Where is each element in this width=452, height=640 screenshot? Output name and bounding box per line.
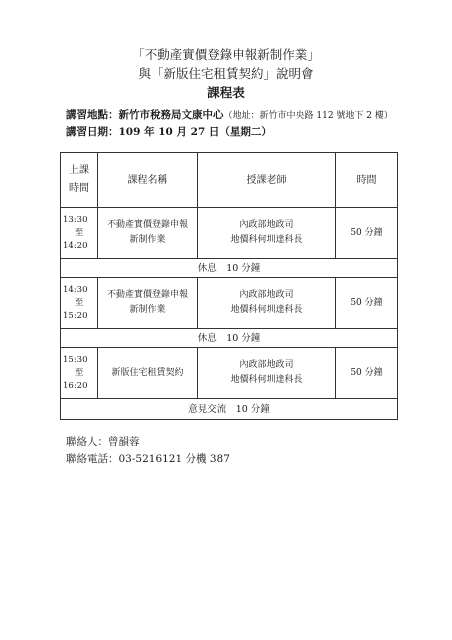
date-value: 109 年 10 月 27 日（星期二） xyxy=(118,126,272,138)
break-row xyxy=(61,259,398,278)
session-course xyxy=(98,348,198,399)
course-line-1: 新版住宅租賃契約 xyxy=(111,367,184,378)
table-row xyxy=(61,208,398,259)
contact-phone-label: 聯絡電話： xyxy=(66,453,119,465)
header-course: 課程名稱 xyxy=(98,153,198,208)
qa-row xyxy=(61,399,398,420)
session-start: 13:30 xyxy=(63,214,88,225)
course-line-1: 不動產實價登錄申報 xyxy=(106,290,188,300)
header-time-bottom: 時間 xyxy=(69,183,89,194)
document-title-line-2: 與「新版住宅租賃契約」說明會 xyxy=(138,66,314,81)
session-to: 至 xyxy=(74,367,84,378)
teacher-line-2: 地價科何圳達科長 xyxy=(230,305,303,315)
header-time-top: 上課 xyxy=(69,165,89,176)
session-to: 至 xyxy=(74,227,84,238)
document-title-line-1: 「不動產實價登錄申報新制作業」 xyxy=(132,47,320,62)
schedule-table xyxy=(60,152,398,420)
teacher-line-1: 內政部地政司 xyxy=(239,290,294,300)
break-row xyxy=(61,329,398,348)
teacher-line-1: 內政部地政司 xyxy=(239,220,294,230)
course-line-2: 新制作業 xyxy=(129,305,166,315)
teacher-line-2: 地價科何圳達科長 xyxy=(230,235,303,245)
session-teacher xyxy=(198,208,336,259)
date-line xyxy=(66,125,272,140)
session-start: 14:30 xyxy=(63,284,88,295)
session-teacher xyxy=(198,348,336,399)
date-label: 講習日期： xyxy=(66,126,119,138)
venue-name: 新竹市稅務局文康中心 xyxy=(118,109,224,121)
session-teacher xyxy=(198,278,336,329)
contact-person-line xyxy=(66,435,140,450)
contact-person: 曾韻蓉 xyxy=(108,436,140,448)
venue-address: （地址：新竹市中央路 112 號地下 2 樓） xyxy=(223,111,393,121)
session-duration: 50 分鐘 xyxy=(336,278,398,329)
table-row xyxy=(61,348,398,399)
course-line-1: 不動產實價登錄申報 xyxy=(106,220,188,230)
venue-label: 講習地點： xyxy=(66,109,119,121)
session-end: 14:20 xyxy=(63,240,88,251)
contact-phone: 03-5216121 分機 387 xyxy=(118,453,230,465)
break-text: 休息 10 分鐘 xyxy=(61,329,398,348)
session-start: 15:30 xyxy=(63,354,88,365)
session-duration: 50 分鐘 xyxy=(336,348,398,399)
table-row xyxy=(61,278,398,329)
document-title-line-3: 課程表 xyxy=(207,85,245,100)
header-duration: 時間 xyxy=(336,153,398,208)
session-end: 16:20 xyxy=(63,380,88,391)
header-teacher: 授課老師 xyxy=(198,153,336,208)
break-text: 休息 10 分鐘 xyxy=(61,259,398,278)
session-time xyxy=(61,208,98,259)
contact-person-label: 聯絡人： xyxy=(66,436,108,448)
session-duration: 50 分鐘 xyxy=(336,208,398,259)
session-time xyxy=(61,278,98,329)
header-time xyxy=(61,153,98,208)
course-line-2: 新制作業 xyxy=(129,235,166,245)
qa-text: 意見交流 10 分鐘 xyxy=(61,399,398,420)
contact-phone-line xyxy=(66,452,230,467)
session-time xyxy=(61,348,98,399)
session-course xyxy=(98,278,198,329)
teacher-line-2: 地價科何圳達科長 xyxy=(230,375,303,385)
table-header-row xyxy=(61,153,398,208)
session-end: 15:20 xyxy=(63,310,88,321)
session-course xyxy=(98,208,198,259)
teacher-line-1: 內政部地政司 xyxy=(239,360,294,370)
venue-line xyxy=(66,108,393,124)
session-to: 至 xyxy=(74,297,84,308)
